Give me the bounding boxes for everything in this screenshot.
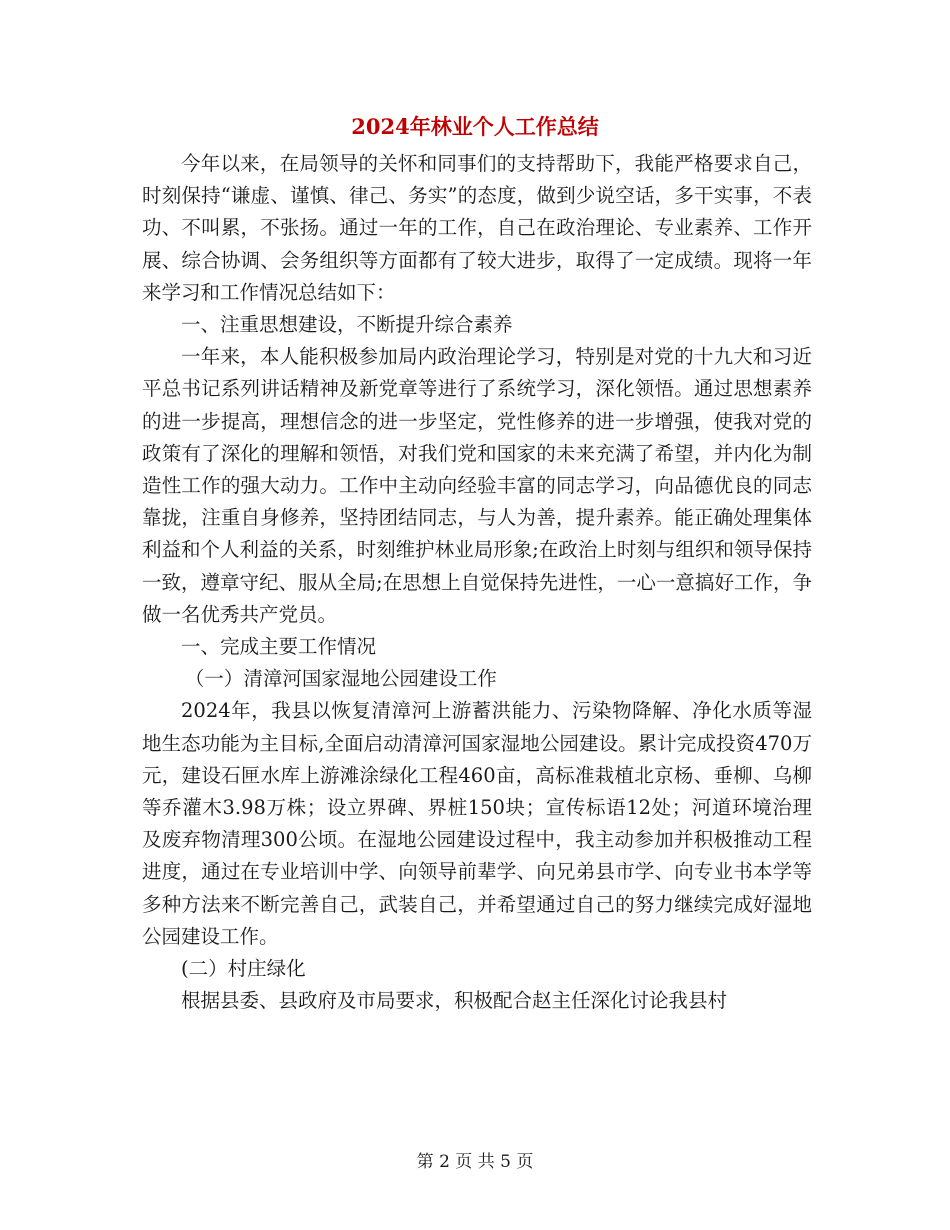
subsection-heading-wetland-park: （一）清漳河国家湿地公园建设工作 (184, 667, 497, 691)
section-heading-main-work: 一、完成主要工作情况 (181, 635, 377, 659)
village-greening-paragraph: 根据县委、县政府及市局要求，积极配合赵主任深化讨论我县村 (181, 989, 728, 1013)
intro-paragraph: 今年以来，在局领导的关怀和同事们的支持帮助下，我能严格要求自己，时刻保持“谦虚、谨慎、律己、务实”的态度，做到少说空话，多干实事，不表功、不叫累，不张扬。通过一年的工作，自己在政治理论、专业素养、工作开展、综合协调、会务组织等方面都有了较大进步，取得了一定成绩。现将一年来学习和工作情况总结如下： (142, 152, 812, 304)
wetland-park-paragraph: 2024年，我县以恢复清漳河上游蓄洪能力、污染物降解、净化水质等湿地生态功能为主目标,全面启动清漳河国家湿地公园建设。累计完成投资470万元，建设石匣水库上游滩涂绿化工程460亩，高标准栽植北京杨、垂柳、乌柳等乔灌木3.98万株；设立界碑、界桩150块；宣传标语12处；河道环境治理及废弃物清理300公顷。在湿地公园建设过程中，我主动参加并积极推动工程进度，通过在专业培训中学、向领导前辈学、向兄弟县市学、向专业书本学等多种方法来不断完善自己，武装自己，并希望通过自己的努力继续完成好湿地公园建设工作。 (142, 699, 812, 948)
ideology-paragraph: 一年来，本人能积极参加局内政治理论学习，特别是对党的十九大和习近平总书记系列讲话精神及新党章等进行了系统学习，深化领悟。通过思想素养的进一步提高，理想信念的进一步坚定，党性修养的进一步增强，使我对党的政策有了深化的理解和领悟，对我们党和国家的未来充满了希望，并内化为制造性工作的强大动力。工作中主动向经验丰富的同志学习，向品德优良的同志靠拢，注重自身修养，坚持团结同志，与人为善，提升素养。能正确处理集体利益和个人利益的关系，时刻维护林业局形象;在政治上时刻与组织和领导保持一致，遵章守纪、服从全局;在思想上自觉保持先进性，一心一意搞好工作，争做一名优秀共产党员。 (142, 345, 812, 626)
subsection-heading-village-greening: (二）村庄绿化 (181, 957, 306, 981)
document-title: 2024年林业个人工作总结 (351, 114, 599, 139)
section-heading-ideology: 一、注重思想建设，不断提升综合素养 (181, 313, 513, 337)
document-body (142, 148, 812, 1017)
page-number-footer: 第 2 页 共 5 页 (416, 1152, 534, 1172)
